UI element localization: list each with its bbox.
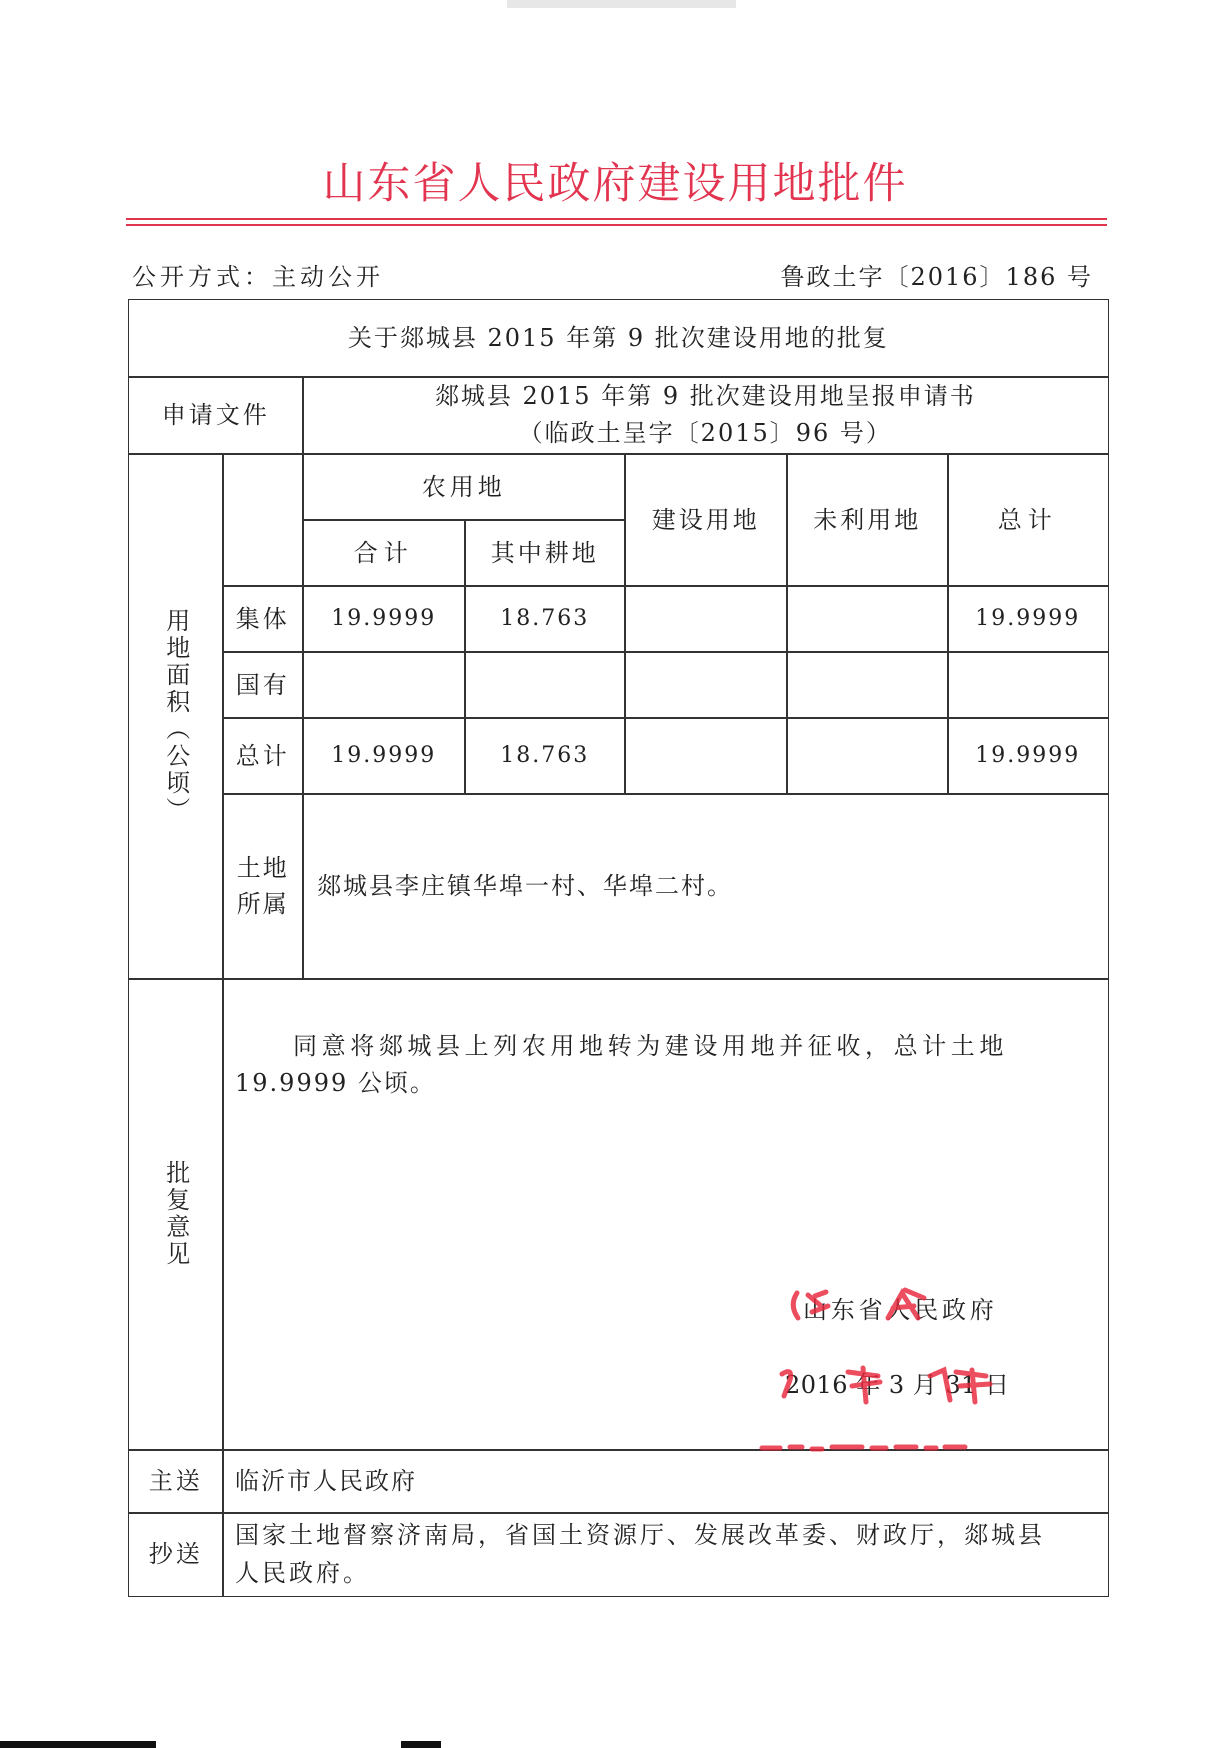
application-line-1: 郯城县 2015 年第 9 批次建设用地呈报申请书 (434, 382, 976, 411)
title-rule-lower (126, 224, 1107, 226)
land-area-label-cell (128, 453, 224, 980)
document-title: 山东省人民政府建设用地批件 (322, 159, 908, 209)
cell-total-unused (786, 717, 949, 795)
cc-label: 抄送 (128, 1512, 224, 1597)
cell-total-arable: 18.763 (464, 717, 626, 795)
row-label-state-owned: 国有 (222, 651, 304, 719)
cell-collective-total: 19.9999 (947, 585, 1109, 653)
approval-text-line-1: 同意将郯城县上列农用地转为建设用地并征收，总计土地 (293, 1032, 1008, 1060)
approval-content (222, 978, 1109, 1451)
scan-edge-mark-top (507, 0, 736, 8)
approval-label: 批复意见 (161, 1160, 190, 1269)
scan-edge-mark-bottom-center (401, 1741, 441, 1748)
header-unused: 未利用地 (786, 453, 949, 587)
document-number: 鲁政土字〔2016〕186 号 (780, 263, 1093, 291)
application-line-2: （临政土呈字〔2015〕96 号） (518, 419, 892, 448)
application-label: 申请文件 (128, 376, 304, 455)
cell-collective-subtotal: 19.9999 (302, 585, 466, 653)
ownership-label: 土地所属 (236, 854, 289, 919)
cc-line-1: 国家土地督察济南局，省国土资源厅、发展改革委、财政厅，郯城县 (235, 1521, 1045, 1550)
header-construction: 建设用地 (624, 453, 788, 587)
cc-value (222, 1512, 1109, 1597)
approval-label-cell (128, 978, 224, 1451)
ownership-label-cell (222, 793, 304, 980)
cell-total-construction (624, 717, 788, 795)
cell-state-arable (464, 651, 626, 719)
approval-date: 2016 年 3 月 31 日 (785, 1371, 1010, 1399)
ownership-value: 郯城县李庄镇华埠一村、华埠二村。 (302, 793, 1109, 980)
scan-edge-mark-bottom-left (0, 1741, 156, 1748)
cell-state-subtotal (302, 651, 466, 719)
approval-signatory: 山东省人民政府 (803, 1296, 998, 1324)
header-agricultural: 农用地 (302, 453, 626, 521)
header-arable: 其中耕地 (464, 519, 626, 587)
cell-state-unused (786, 651, 949, 719)
land-area-label: 用地面积（公顷） (161, 608, 190, 825)
cell-state-total (947, 651, 1109, 719)
application-content (302, 376, 1109, 455)
cell-state-construction (624, 651, 788, 719)
cell-collective-unused (786, 585, 949, 653)
header-subtotal: 合计 (302, 519, 466, 587)
approval-text-line-2: 19.9999 公顷。 (235, 1069, 436, 1097)
header-total: 总计 (947, 453, 1109, 587)
row-label-total: 总计 (222, 717, 304, 795)
cell-total-subtotal: 19.9999 (302, 717, 466, 795)
row-label-collective: 集体 (222, 585, 304, 653)
header-blank-cell (222, 453, 304, 587)
reply-title: 关于郯城县 2015 年第 9 批次建设用地的批复 (128, 299, 1109, 378)
approval-form-table (128, 299, 1110, 1597)
cell-collective-construction (624, 585, 788, 653)
title-rule-upper (126, 218, 1107, 220)
disclosure-method: 公开方式：主动公开 (132, 263, 384, 291)
main-recipient-label: 主送 (128, 1449, 224, 1514)
cc-line-2: 人民政府。 (235, 1559, 370, 1588)
cell-total-total: 19.9999 (947, 717, 1109, 795)
cell-collective-arable: 18.763 (464, 585, 626, 653)
main-recipient-value: 临沂市人民政府 (222, 1449, 1109, 1514)
